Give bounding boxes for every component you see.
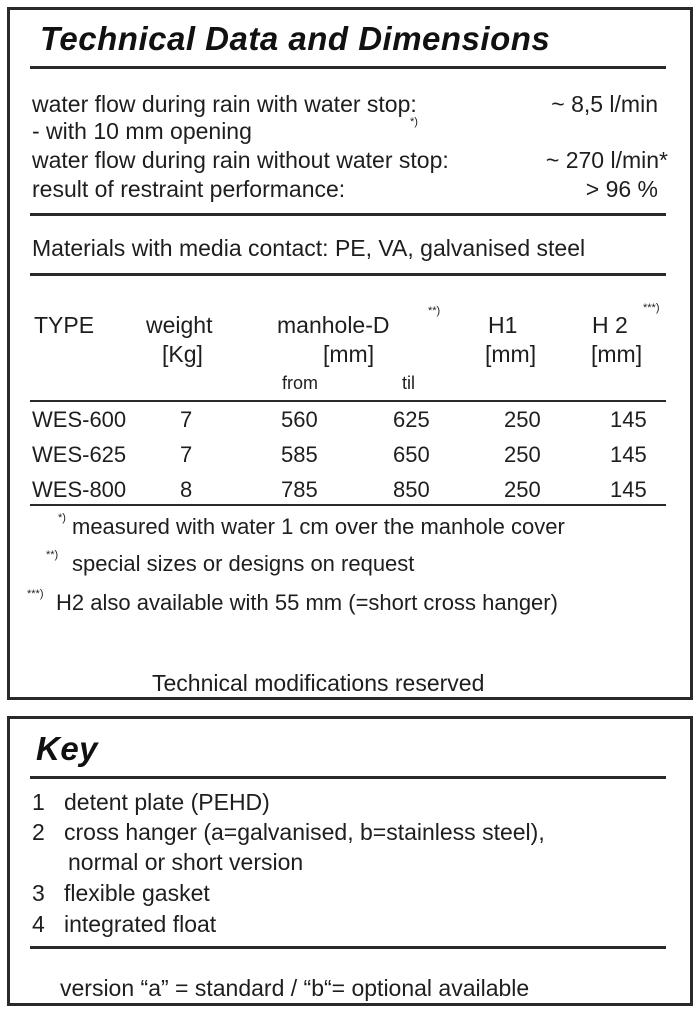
tech-footer: Technical modifications reserved [152,670,485,696]
table-bottom-divider [30,504,666,506]
spec-label: result of restraint performance: [32,176,346,202]
footnote-marker: ***) [27,588,44,600]
cell-til: 650 [393,442,430,467]
key-text: integrated float [64,911,217,937]
footnote-text: special sizes or designs on request [72,551,415,576]
key-number: 2 [32,819,45,845]
divider [30,776,666,779]
spec-value: ~ 8,5 l/min [551,91,658,117]
table-header-divider [30,400,666,402]
cell-h2: 145 [610,477,647,502]
footnote-marker: **) [428,305,441,317]
cell-type: WES-800 [32,477,127,502]
divider [30,66,666,69]
footnote-text: H2 also available with 55 mm (=short cross hanger) [56,590,558,615]
key-text: flexible gasket [64,880,210,906]
footnote-marker: ***) [643,302,660,314]
spec-value: ~ 270 l/min* [545,147,668,173]
cell-from: 785 [281,477,318,502]
cell-h1: 250 [504,407,541,432]
col-header-h2-unit: [mm] [591,341,643,367]
col-subheader-til: til [402,373,415,393]
cell-h1: 250 [504,442,541,467]
col-header-type: TYPE [34,312,95,338]
footnote-text: measured with water 1 cm over the manhole cover [72,514,565,539]
cell-type: WES-625 [32,442,127,467]
spec-label: - with 10 mm opening [32,118,252,144]
cell-h2: 145 [610,407,647,432]
footnote-marker: *) [58,512,66,524]
cell-til: 850 [393,477,430,502]
col-header-h1-unit: [mm] [485,341,537,367]
spec-label: water flow during rain without water stop: [32,147,449,173]
key-number: 4 [32,911,45,937]
col-header-h2: H 2 [592,312,628,338]
spec-value: > 96 % [585,176,658,202]
cell-weight: 7 [180,407,193,432]
cell-from: 585 [281,442,318,467]
cell-weight: 7 [180,442,193,467]
col-header-h1: H1 [488,312,518,338]
cell-h1: 250 [504,477,541,502]
key-text: detent plate (PEHD) [64,789,270,815]
cell-weight: 8 [180,477,193,502]
key-number: 1 [32,789,45,815]
materials-text: Materials with media contact: PE, VA, galvanised steel [32,235,586,261]
col-header-manhole: manhole-D [277,312,390,338]
divider [30,946,666,949]
footnote-marker: **) [46,549,59,561]
key-title: Key [36,730,99,767]
footnote-marker: *) [410,116,418,128]
col-header-manhole-unit: [mm] [323,341,375,367]
col-subheader-from: from [282,373,318,393]
tech-title: Technical Data and Dimensions [40,20,551,57]
key-footer: version “a” = standard / “b“= optional available [60,975,530,1001]
col-header-weight: weight [146,312,213,338]
cell-h2: 145 [610,442,647,467]
spec-label: water flow during rain with water stop: [32,91,417,117]
cell-til: 625 [393,407,430,432]
col-header-weight-unit: [Kg] [162,341,203,367]
key-text: cross hanger (a=galvanised, b=stainless steel), [64,819,545,845]
divider [30,273,666,276]
key-number: 3 [32,880,45,906]
key-text-continued: normal or short version [68,849,304,875]
cell-from: 560 [281,407,318,432]
divider [30,213,666,216]
cell-type: WES-600 [32,407,127,432]
